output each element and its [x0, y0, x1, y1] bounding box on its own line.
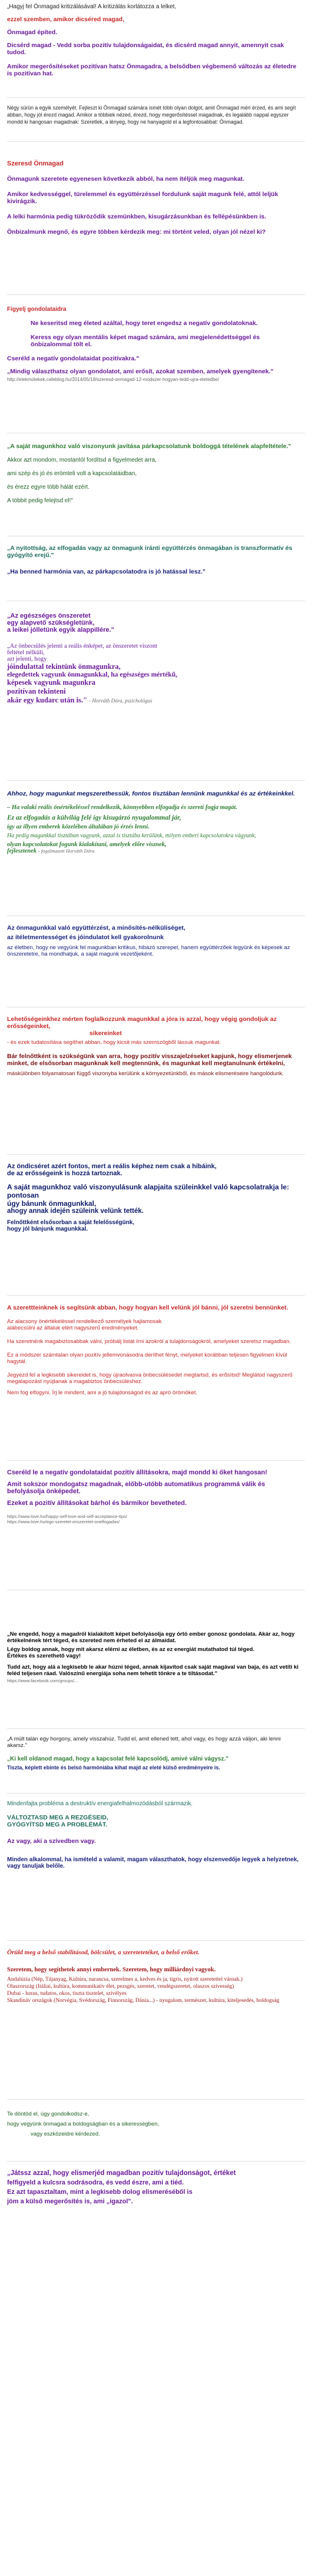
divider — [7, 1154, 305, 1155]
paragraph: az ítéletmentességet és jóindulatot kell gyakorolnunk — [7, 934, 164, 941]
paragraph: olyan kapcsolatokat fogunk kialakítani, amelyek előre visznek, — [7, 841, 167, 848]
paragraph: Andalúzia (Nép, Tájanyag, Kultúra, narancsa, szerelmes a, kedves és ja, tigris, nyitott szeretettel várnak.) — [7, 1977, 243, 1982]
self-love-section — [7, 612, 301, 705]
paragraph: Jegyezd fel a legkisebb sikereidet is, hogy újraolvasva önbecsülésedet megtartsd, és erősítsd! Meglátod nagyszerű megalapozást nyújtanak a magabiztos önbecsüléshez. — [7, 1372, 293, 1385]
strengths-section — [7, 1016, 301, 1077]
paragraph: Értékes és szerethető vagy! — [7, 1653, 81, 1659]
paragraph: Cseréld le a negatív gondolataidat pozitív állításokra, majd mondd ki őket hangosan! — [7, 1469, 267, 1476]
praise-advice: Dicsérd magad - Vedd sorba pozitív tulajdonságaidat, és dicsérd magad annyit, amennyit csak tudod. — [7, 42, 284, 56]
paragraph: - és ezek tudatosítása segíthet abban, hogy kicsit más szemszögből lássuk magunkat. — [7, 1039, 221, 1046]
paragraph: Cseréld a negatív gondolataidat pozitívakra." — [7, 355, 140, 362]
self-care-text: Négy sürün a egyik személyét. Fejleszt ki Önmagad számára ismét több olyan dolgot, amit Önmagad méri érzed, és ami segít abban, hogy jól érezd magad. Amikor a többiek nézed, érezd, hogy megerősítéssel magadnak, és legalább nappal egyszer mondd ki hangosan magadnak: Szeretlek, a lényeg, hogy ne hanyagold el a legfontosabbat: Önmagad. — [7, 105, 296, 125]
paragraph: Amikor kedvességgel, türelemmel és együttérzéssel fordulunk saját magunk felé, attól leljük kivirágzik. — [7, 191, 278, 205]
paragraph: „Ne engedd, hogy a magadról kialakított képet befolyásolja egy órtó ember gonosz gondolata. Akár az, hogy értékelnének tért téged, és szereted nem érheted el az álmaidat. — [7, 1631, 295, 1644]
divider — [7, 1295, 305, 1296]
paragraph: Felnőttként elsősorban a saját felelősségünk, — [7, 1219, 135, 1226]
paragraph: „Mindig választhatsz olyan gondolatot, ami erősít, azokat szemben, amelyek gyengítenek." — [7, 368, 274, 375]
paragraph: Önbizalmunk megnő, és egyre többen kérdezik meg: mi történt veled, olyan jól nézel ki? — [7, 228, 266, 236]
paragraph: feltétel nélküli, — [7, 649, 45, 656]
paragraph: Olaszország (Itáliai, kultúra, kommunikatív élet, pezsgés, szeretet, vendégszeretet, olaszos szívesség) — [7, 1984, 234, 1990]
choice-section — [7, 2111, 301, 2137]
paragraph: A lelki harmónia pedig tükröződik szemünkben, kisugárzásunkban és fellépésünkben is. — [7, 213, 267, 220]
paragraph: Skandináv országok (Norvégia, Svédország, Finnország, Dánia...) - nyugalom, természet, kultúra, kiteljesedés, boldogság — [7, 1998, 280, 2004]
anchor-section — [7, 1736, 301, 1771]
paragraph: akár egy kudarc után is." — [7, 696, 88, 704]
divider — [7, 1460, 305, 1461]
paragraph: Légy boldog annak, hogy mit akarsz elérni az életben, és az ez energiát mutathatod túl téged. — [7, 1646, 255, 1653]
paragraph: ami szép és jó és erömteli volt a kapcsolatáidban, — [7, 470, 137, 477]
paragraph: hogy jól bánjunk magunkkal. — [7, 1226, 88, 1232]
paragraph: Az önmagunkkal való együttérzést, a minősítés-nélküliséget, — [7, 924, 185, 931]
divider — [7, 780, 305, 781]
paragraph: – Ha valaki reális önértékeléssel rendelkezik, könnyebben elfogadja és szereti fogja magát. — [7, 804, 238, 811]
paragraph: A saját magunkhoz való viszonyulásunk alapjaita szüleinkkel való kapcsolatrakja le: pontosan — [7, 1183, 290, 1199]
source-link[interactable]: https://www.love.hu/ego-szeretet-onszeretet-onelfogadas/ — [7, 1519, 120, 1524]
paragraph: A szerettteinknek is segítsünk abban, hogy hogyan kell velünk jól bánni, jól szeretni bennünket. — [7, 1304, 288, 1311]
paragraph: jöm a külső megerősítés is, ami „igazol". — [7, 2198, 133, 2205]
source-link[interactable]: http://elekmolekek.cafeblog.hu/2014/05/18/szeresd-onmagad-12-modszer-hogyan-tedd-ujra-eletedbe/ — [7, 377, 220, 382]
love-yourself-section — [7, 160, 301, 236]
paragraph: Keress egy olyan mentális képet magad számára, ami megjelenédettséggel és önbizalommal tölt el. — [31, 334, 260, 348]
paragraph: Lehetőségeinkhez mérten foglalkozzunk magunkkal a jóra is azzal, hogy végig gondoljuk az erősségeinket, — [7, 1016, 277, 1030]
openness-section — [7, 545, 301, 575]
affirmations-section — [7, 1469, 301, 1524]
vibration-section — [7, 1801, 301, 1869]
paragraph: Dubai - luxus, tudatos, okos, tiszta tisztelet, szívélyes — [7, 1991, 127, 1997]
author: - fogalmazott Horváth Dóra — [38, 848, 95, 854]
paragraph: Mindenfajta probléma a destruktív energiafelhalmozódásból származik. — [7, 1801, 193, 1807]
paragraph: az életben, hogy ne vegyünk fel magunkban kritikus, hibázó szerepet, hanem együttérzőek legyünk és képesek az önszeretetre, ha mondhatjuk, a saját magunk vezetőjeként. — [7, 944, 290, 957]
paragraph: Ez a módszer számtalan olyan pozitív jellemvonásodra deríthet fényt, melyeket korábban teljesen figyelmen kívül hagytál. — [7, 1352, 287, 1365]
praise-line: ezzel szemben, amikor dicséred magad, — [7, 16, 124, 23]
paragraph: hogy vegyünk önmagad a boldogságban és a sikerességben, — [7, 2121, 160, 2127]
paragraph: „Ha benned harmónia van, az párkapcsolatodra is jó hatással lesz." — [7, 568, 206, 575]
paragraph: „A nyitottság, az elfogadás vagy az önmagunk iránti együttérzés önmagában is transzformatív és gyógyító erejű." — [7, 545, 293, 559]
paragraph: vagy eszközeidre kérdezed. — [31, 2131, 100, 2137]
intro-text: „Hagyj fel Önmagad kritizálásával! A kritizálás korlátozza a lelket, — [7, 4, 177, 10]
affirmation-effect: Amikor megerősítéseket pozitívan hatsz Önmagadra, a belsődben végbemenő változás az életedre is pozitívan hat. — [7, 63, 297, 77]
paragraph: elegedettek vagyunk önmagunkkal, ha egészséges mértékű, — [7, 671, 178, 678]
paragraph: Ez az elfogadás a külvilág felé így kisugárzó nyugalommal jár, — [7, 814, 181, 821]
source-link[interactable]: https://www.love.hu/happy-self-love-and-self-acceptance-tips/ — [7, 1514, 127, 1519]
paragraph: „A múlt talán egy horgony, amely visszahúz. Tudd el, amit ellened tett, ahol vagy, és hogy azzá váljon, aki lenni akarsz." — [7, 1736, 281, 1749]
paragraph: „Ki kell oldanod magad, hogy a kapcsolat felé kapcsolódj, amivé válni vágysz." — [7, 1756, 228, 1762]
divider — [7, 2099, 305, 2100]
paragraph: Ezeket a pozitív állításokat bárhol és bármikor bevetheted. — [7, 1500, 187, 1507]
divider — [7, 141, 305, 142]
divider — [7, 1940, 305, 1941]
paragraph: fejlesztenek — [7, 848, 37, 854]
confidence-section — [7, 1304, 301, 1396]
paragraph: Az alacsony önértékeléssel rendelkező személyek hajlamosak — [7, 1318, 162, 1325]
paragraph: Tiszta, képlett ebinte és belsó harmóniába kihat majd az eleté külső eredményeire is. — [7, 1765, 220, 1771]
paragraph: sikereinket — [89, 1030, 122, 1037]
paragraph: pozitívan tekinteni — [7, 687, 66, 695]
thoughts-section — [7, 306, 301, 382]
self-care-section — [7, 105, 301, 126]
paragraph: Önmagunk szeretete egyenesen következik abból, ha nem ítéljük meg magunkat. — [7, 175, 245, 183]
paragraph: Örüld meg a belső stabilitásod, bölcsület, a szeretetetéket, a belső erőket. — [7, 1949, 200, 1956]
paragraph: „Játssz azzal, hogy elismerjéd magadban pozitív tulajdonságot, értéket — [7, 2170, 236, 2177]
paragraph: „Az egészséges önszeretet — [7, 612, 91, 619]
paragraph: így az illyen emberek közelében általában jó érzés lenni. — [7, 824, 150, 830]
paragraph: de az erősségeink is hozzá tartoznak. — [7, 1170, 122, 1177]
paragraph: Ha pedig magunkkal tisztában vagyunk, azzal is tisztába kerülünk, milyen emberi kapcsolatokra vágyunk, — [7, 833, 256, 839]
paragraph: Te döntöd el, úgy gondolkodsz-e, — [7, 2111, 89, 2117]
paragraph: képesek vagyunk magunkra — [7, 678, 96, 687]
paragraph: GYÓGYÍTSD MEG A PROBLÉMÁT. — [7, 1821, 108, 1828]
paragraph: Tudd azt, hogy alá a legkisebb le akar húzni téged, annak kijavítod csak saját magával van baja, és azt vetíti ki feléd teljesen ráad. Valószínű energiája soha nem tehetit tönkre a te tiltásodat." — [7, 1664, 299, 1677]
paragraph: VÁLTOZTASD MEG A REZGÉSEID, — [7, 1814, 108, 1821]
divider — [7, 1728, 305, 1729]
section-title: Szeresd Önmagad — [7, 160, 64, 167]
self-praise-section — [7, 1163, 301, 1232]
paragraph: Bár felnőttként is szükségünk van arra, hogy pozitív visszajelzéseket kapjunk, hogy elismerjenek minket, de elsősorban magunknak kell megtennünk, és magunkat kell megtanulnunk értékelni, — [7, 1053, 292, 1067]
source-link[interactable]: https://www.facebook.com/groups/... — [7, 1678, 78, 1683]
paragraph: Amit sokszor mondogatsz magadnak, előbb-utóbb automatikus programmá válik és befolyásolja önképedet. — [7, 1481, 265, 1495]
paragraph: Ez azt tapasztaltam, mint a legkisebb dolog elismeréséből is — [7, 2189, 192, 2196]
paragraph: azt jelenti, hogy — [7, 656, 47, 662]
relationship-section — [7, 443, 301, 504]
author: - Horváth Dóra, pszichológus — [89, 698, 152, 704]
paragraph: Ha szeretnénk magabiztosabbak válni, próbálj listát írni azokról a tulajdonságokról, amelyeket szeretsz magadban. — [7, 1338, 291, 1345]
paragraph: Az öndicséret azért fontos, mert a reális képhez nem csak a hibáink, — [7, 1163, 217, 1170]
paragraph: máskülönben folyamatosan függő viszonyba kerülünk a környezetünkből, és mások elismeréseire hangolódunk. — [7, 1070, 284, 1077]
paragraph: alábecsülni az általuk elért nagyszerű eredményeket. — [7, 1325, 139, 1331]
paragraph: felfigyeld a kulcsra sodrásodra, és vedd észre, ami a tiéd. — [7, 2179, 184, 2186]
section-title: Figyelj gondolataidra — [7, 306, 67, 313]
paragraph: úgy bánunk önmagunkkal, — [7, 1199, 97, 1208]
paragraph: Az vagy, aki a szívedben vagy. — [7, 1838, 96, 1845]
paragraph: A többit pedig felejtsd el!" — [7, 498, 73, 504]
paragraph: „A saját magunkhoz való viszonyunk javítása párkapcsolatunk boldoggá tételének alapfeltétele." — [7, 443, 291, 450]
paragraph: ahogy annak idején szüleink velünk tették. — [7, 1208, 144, 1215]
paragraph: „Az önbecsülés jelenti a reális énképet, az önszeretet viszont — [7, 643, 158, 649]
quote-section — [7, 1631, 301, 1683]
self-knowledge-section — [7, 790, 301, 854]
paragraph: Ahhoz, hogy magunkat megszerethessük, fontos tisztában lennünk magunkkal és az értékeinkkel. — [7, 790, 295, 797]
gratitude-section — [7, 1949, 301, 2004]
paragraph: és érezz egyre több hálát ezért. — [7, 484, 90, 490]
compassion-section — [7, 924, 301, 957]
divider — [7, 97, 305, 98]
paragraph: Akkor azt mondom, mostantól fordítsd a figyelmedet arra, — [7, 457, 157, 463]
paragraph: Ne keseritsd meg életed azáltal, hogy teret engedsz a negatív gondolatoknak. — [31, 320, 258, 327]
paragraph: jóindulattal tekintünk önmagunkra, — [7, 662, 121, 671]
intro-section — [7, 4, 301, 77]
build-line: Önmagad építed. — [7, 29, 58, 36]
paragraph: Minden alkalommal, ha ismételd a valamit, magam választhatok, hogy elszenvedője legyek a helyzetnek, vagy tanuljak belőle. — [7, 1856, 299, 1869]
paragraph: egy alapvető szükségletünk, — [7, 619, 95, 626]
divider — [7, 294, 305, 295]
paragraph: a leikei jólletünk egyik alappillére." — [7, 626, 114, 634]
paragraph: Szeretem, hogy segíthetek annyi embernek. Szeretem, hogy milliárdnyi vagyok. — [7, 1967, 216, 1973]
acknowledge-section — [7, 2170, 301, 2205]
paragraph: Nem fog elfogyni. Írj le mindent, ami a jó tulajdonságod és az apró örömöket. — [7, 1390, 198, 1396]
